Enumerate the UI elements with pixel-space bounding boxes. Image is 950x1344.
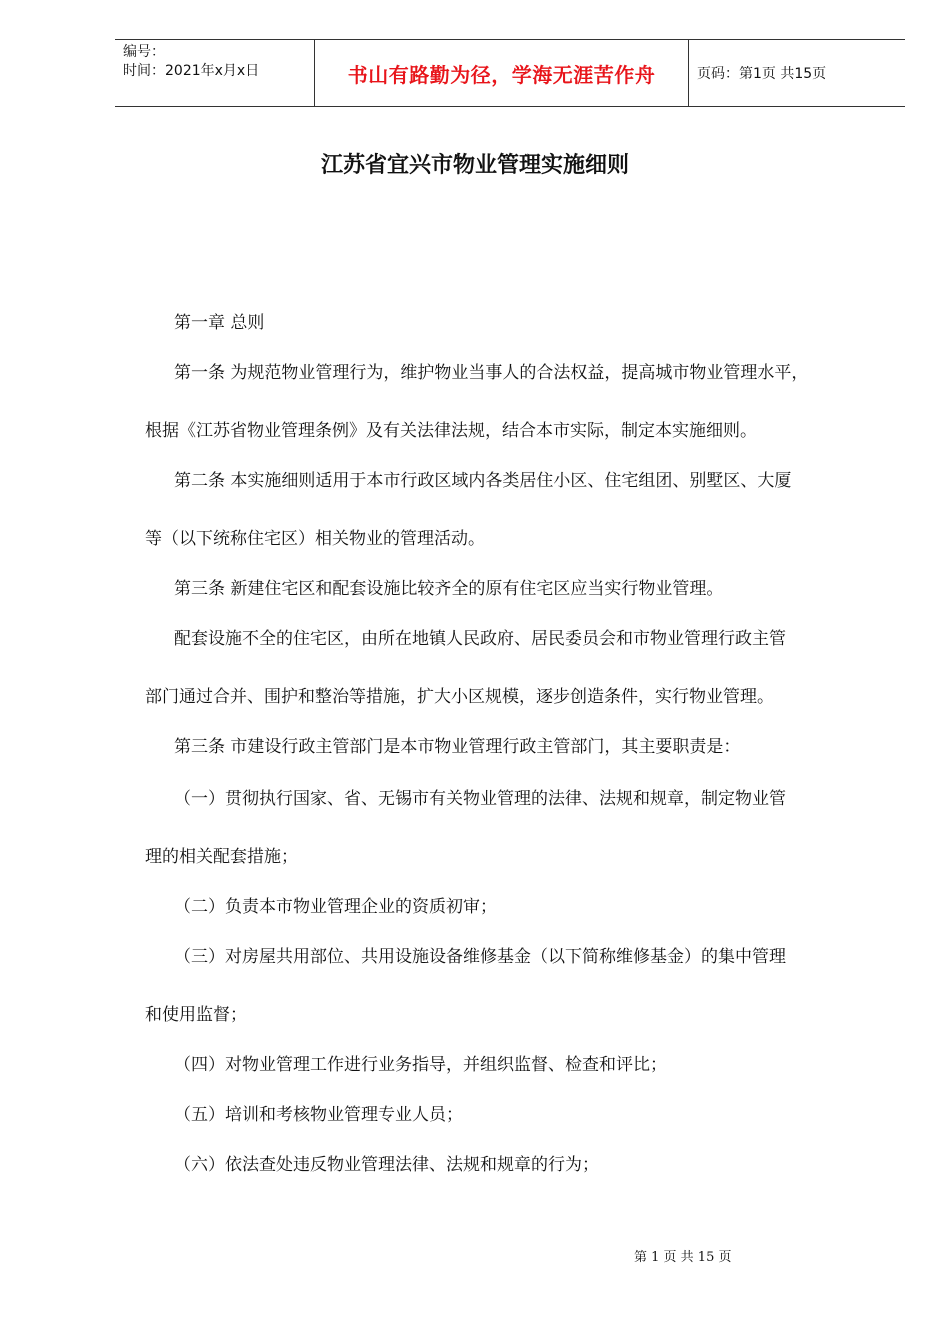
chapter-heading: 第一章 总则 [174, 313, 265, 333]
serial-label: 编号： [123, 44, 165, 60]
paragraph-line: 和使用监督； [145, 1005, 247, 1025]
page-header [115, 39, 905, 107]
document-title: 江苏省宜兴市物业管理实施细则 [320, 153, 629, 178]
paragraph-line: （二）负责本市物业管理企业的资质初审； [174, 897, 497, 917]
paragraph-line: 部门通过合并、围护和整治等措施，扩大小区规模，逐步创造条件，实行物业管理。 [145, 687, 774, 707]
header-meta-cell [115, 40, 315, 106]
paragraph-line: 根据《江苏省物业管理条例》及有关法律法规，结合本市实际，制定本实施细则。 [145, 421, 757, 441]
paragraph-line: （五）培训和考核物业管理专业人员； [174, 1105, 463, 1125]
page-footer: 第 1 页 共 15 页 [634, 1250, 732, 1265]
paragraph-line: 理的相关配套措施； [145, 847, 298, 867]
paragraph-line: （三）对房屋共用部位、共用设施设备维修基金（以下简称维修基金）的集中管理 [174, 947, 786, 967]
paragraph-line: 第一条 为规范物业管理行为，维护物业当事人的合法权益，提高城市物业管理水平， [174, 363, 809, 383]
paragraph-line: （六）依法查处违反物业管理法律、法规和规章的行为； [174, 1155, 599, 1175]
header-page-cell [689, 40, 905, 106]
paragraph-line: 第三条 新建住宅区和配套设施比较齐全的原有住宅区应当实行物业管理。 [174, 579, 724, 599]
date-text: 时间：2021年x月x日 [123, 63, 260, 79]
paragraph-line: 配套设施不全的住宅区，由所在地镇人民政府、居民委员会和市物业管理行政主管 [174, 629, 786, 649]
paragraph-line: 第二条 本实施细则适用于本市行政区域内各类居住小区、住宅组团、别墅区、大厦 [174, 471, 792, 491]
header-motto: 书山有路勤为径，学海无涯苦作舟 [347, 62, 656, 87]
paragraph-line: 第三条 市建设行政主管部门是本市物业管理行政主管部门，其主要职责是： [174, 737, 741, 757]
header-motto-cell [315, 40, 689, 106]
paragraph-line: （四）对物业管理工作进行业务指导，并组织监督、检查和评比； [174, 1055, 667, 1075]
paragraph-line: （一）贯彻执行国家、省、无锡市有关物业管理的法律、法规和规章，制定物业管 [174, 789, 786, 809]
header-page-info: 页码：第1页 共15页 [697, 66, 827, 82]
paragraph-line: 等（以下统称住宅区）相关物业的管理活动。 [145, 529, 485, 549]
